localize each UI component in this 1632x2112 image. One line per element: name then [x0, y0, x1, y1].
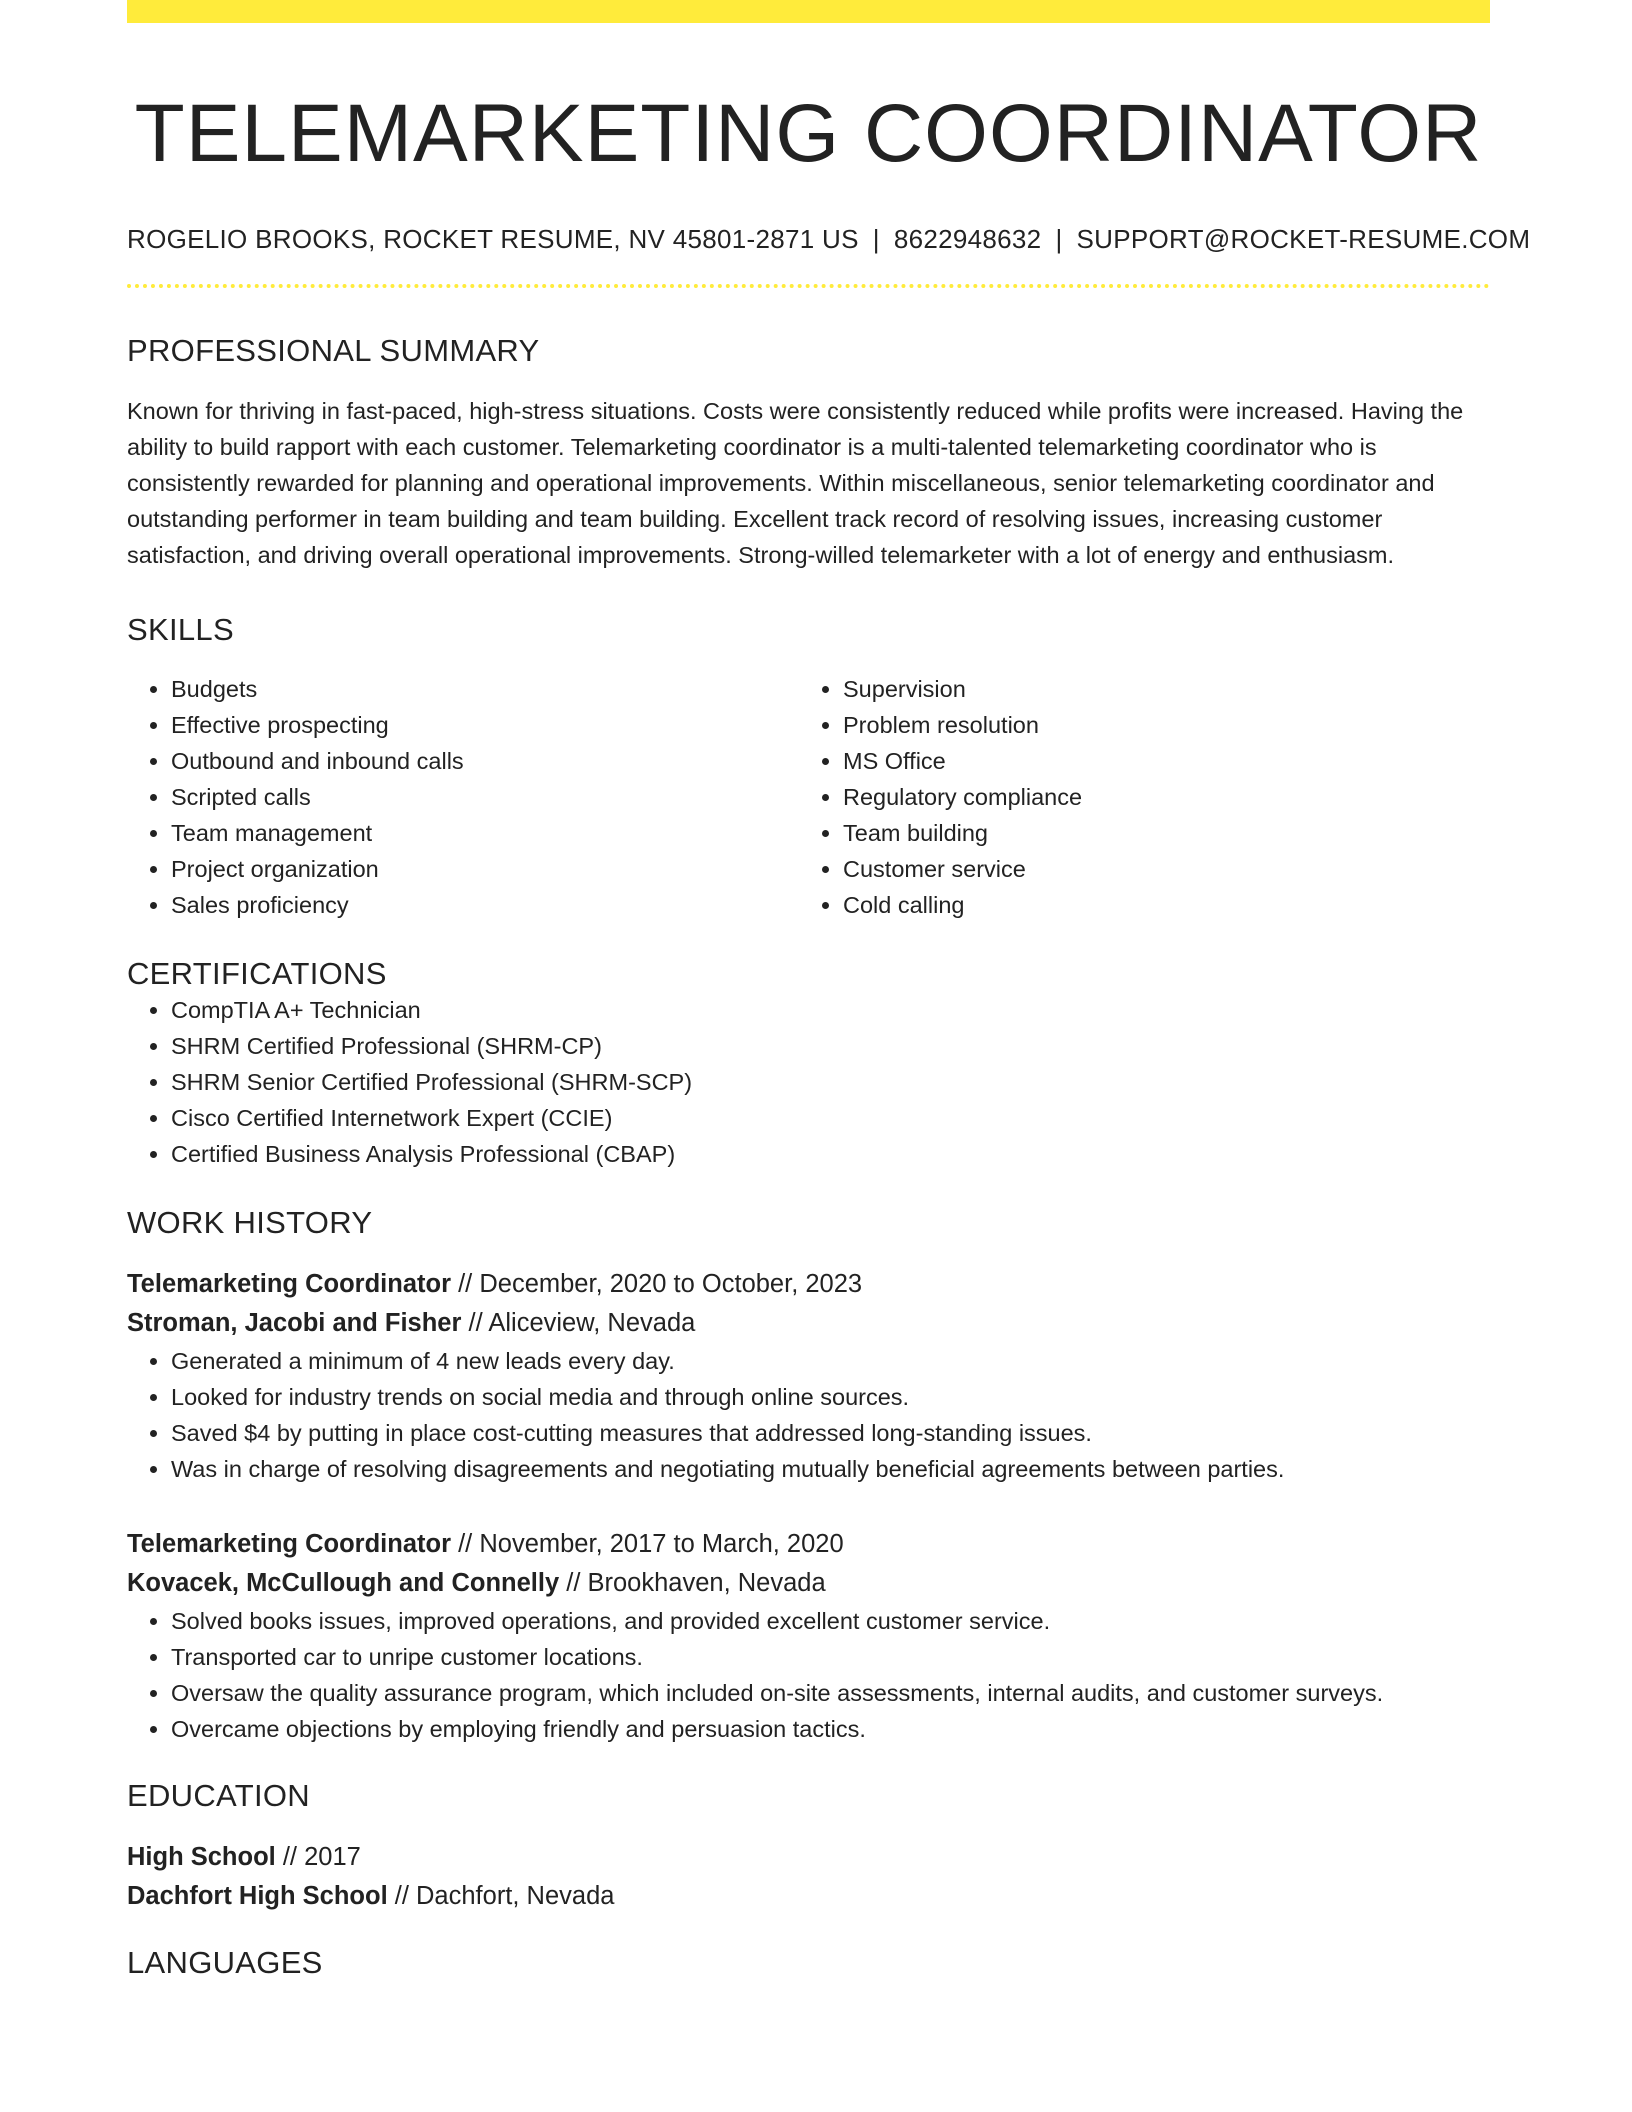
skill-item: • Customer service [843, 851, 1471, 887]
skill-item: • Sales proficiency [171, 887, 799, 923]
skill-item: • MS Office [843, 743, 1471, 779]
skills-column-right [799, 671, 1471, 923]
certification-item: • Certified Business Analysis Professional (CBAP) [171, 1136, 1490, 1172]
job-duty: • Overcame objections by employing friendly and persuasion tactics. [171, 1711, 1490, 1747]
header-divider [127, 284, 1490, 288]
job-entry [127, 1525, 1490, 1747]
certifications-heading: CERTIFICATIONS [127, 955, 387, 991]
contact-separator: | [1055, 224, 1063, 255]
resume-title: TELEMARKETING COORDINATOR [134, 88, 1483, 179]
contact-separator: | [872, 224, 880, 255]
skill-item: • Cold calling [843, 887, 1471, 923]
certification-item: • SHRM Senior Certified Professional (SHRM-SCP) [171, 1064, 1490, 1100]
skill-item: • Budgets [171, 671, 799, 707]
job-dates: // December, 2020 to October, 2023 [458, 1269, 863, 1298]
job-duty: • Generated a minimum of 4 new leads every day. [171, 1343, 1490, 1379]
summary-text: Known for thriving in fast-paced, high-stress situations. Costs were consistently reduced while profits were increased. Having the ability to build rapport with each customer. Telemarketing coordinator is a multi-talented telemarketing coordinator who is consistently rewarded for planning and operational improvements. Within miscellaneous, senior telemarketing coordinator and outstanding performer in team building and team building. Excellent track record of resolving issues, increasing customer satisfaction, and driving overall operational improvements. Strong-willed telemarketer with a lot of energy and enthusiasm. [127, 398, 1464, 569]
job-title: Telemarketing Coordinator [127, 1269, 451, 1298]
skill-item: • Effective prospecting [171, 707, 799, 743]
job-title-line [127, 1265, 1490, 1304]
job-title-line [127, 1525, 1490, 1564]
job-location: // Aliceview, Nevada [468, 1308, 696, 1337]
job-duty: • Solved books issues, improved operations, and provided excellent customer service. [171, 1603, 1490, 1639]
education-location: // Dachfort, Nevada [394, 1882, 615, 1911]
summary-heading: PROFESSIONAL SUMMARY [127, 333, 540, 369]
job-duty: • Transported car to unripe customer locations. [171, 1639, 1490, 1675]
skill-item: • Supervision [843, 671, 1471, 707]
languages-heading: LANGUAGES [127, 1945, 323, 1981]
skills-column-left [127, 671, 799, 923]
skill-item: • Team management [171, 815, 799, 851]
contact-email: SUPPORT@ROCKET-RESUME.COM [1076, 224, 1531, 255]
job-duties-list [127, 1343, 1490, 1487]
certification-item: • SHRM Certified Professional (SHRM-CP) [171, 1028, 1490, 1064]
job-title: Telemarketing Coordinator [127, 1529, 451, 1558]
job-company-line [127, 1564, 1490, 1603]
skills-list [127, 671, 1490, 923]
education-heading: EDUCATION [127, 1777, 310, 1813]
job-location: // Brookhaven, Nevada [566, 1568, 826, 1597]
certifications-list [127, 992, 1490, 1172]
education-school: Dachfort High School [127, 1882, 388, 1911]
certification-item: • CompTIA A+ Technician [171, 992, 1490, 1028]
job-duty: • Saved $4 by putting in place cost-cutting measures that addressed long-standing issues. [171, 1415, 1490, 1451]
education-degree: High School [127, 1843, 276, 1872]
contact-line [127, 223, 1531, 257]
education-school-line [127, 1877, 1490, 1916]
job-dates: // November, 2017 to March, 2020 [458, 1529, 844, 1558]
job-duty: • Looked for industry trends on social media and through online sources. [171, 1379, 1490, 1415]
skill-item: • Problem resolution [843, 707, 1471, 743]
job-duties-list [127, 1603, 1490, 1747]
skill-item: • Scripted calls [171, 779, 799, 815]
skills-heading: SKILLS [127, 612, 234, 648]
skill-item: • Outbound and inbound calls [171, 743, 799, 779]
job-entry [127, 1265, 1490, 1487]
education-entry [127, 1838, 1490, 1916]
top-accent-bar [127, 0, 1490, 23]
skill-item: • Project organization [171, 851, 799, 887]
job-company: Stroman, Jacobi and Fisher [127, 1308, 462, 1337]
job-company: Kovacek, McCullough and Connelly [127, 1568, 560, 1597]
work-history-heading: WORK HISTORY [127, 1204, 373, 1240]
skill-item: • Team building [843, 815, 1471, 851]
education-year: // 2017 [282, 1843, 361, 1872]
skill-item: • Regulatory compliance [843, 779, 1471, 815]
job-duty: • Oversaw the quality assurance program, which included on-site assessments, internal audits, and customer surveys. [171, 1675, 1490, 1711]
education-degree-line [127, 1838, 1490, 1877]
resume-page [127, 0, 1531, 1981]
job-company-line [127, 1304, 1490, 1343]
job-duty: • Was in charge of resolving disagreements and negotiating mutually beneficial agreements between parties. [171, 1451, 1490, 1487]
contact-address: ROGELIO BROOKS, ROCKET RESUME, NV 45801-2871 US [127, 224, 859, 255]
contact-phone: 8622948632 [893, 224, 1042, 255]
certification-item: • Cisco Certified Internetwork Expert (CCIE) [171, 1100, 1490, 1136]
